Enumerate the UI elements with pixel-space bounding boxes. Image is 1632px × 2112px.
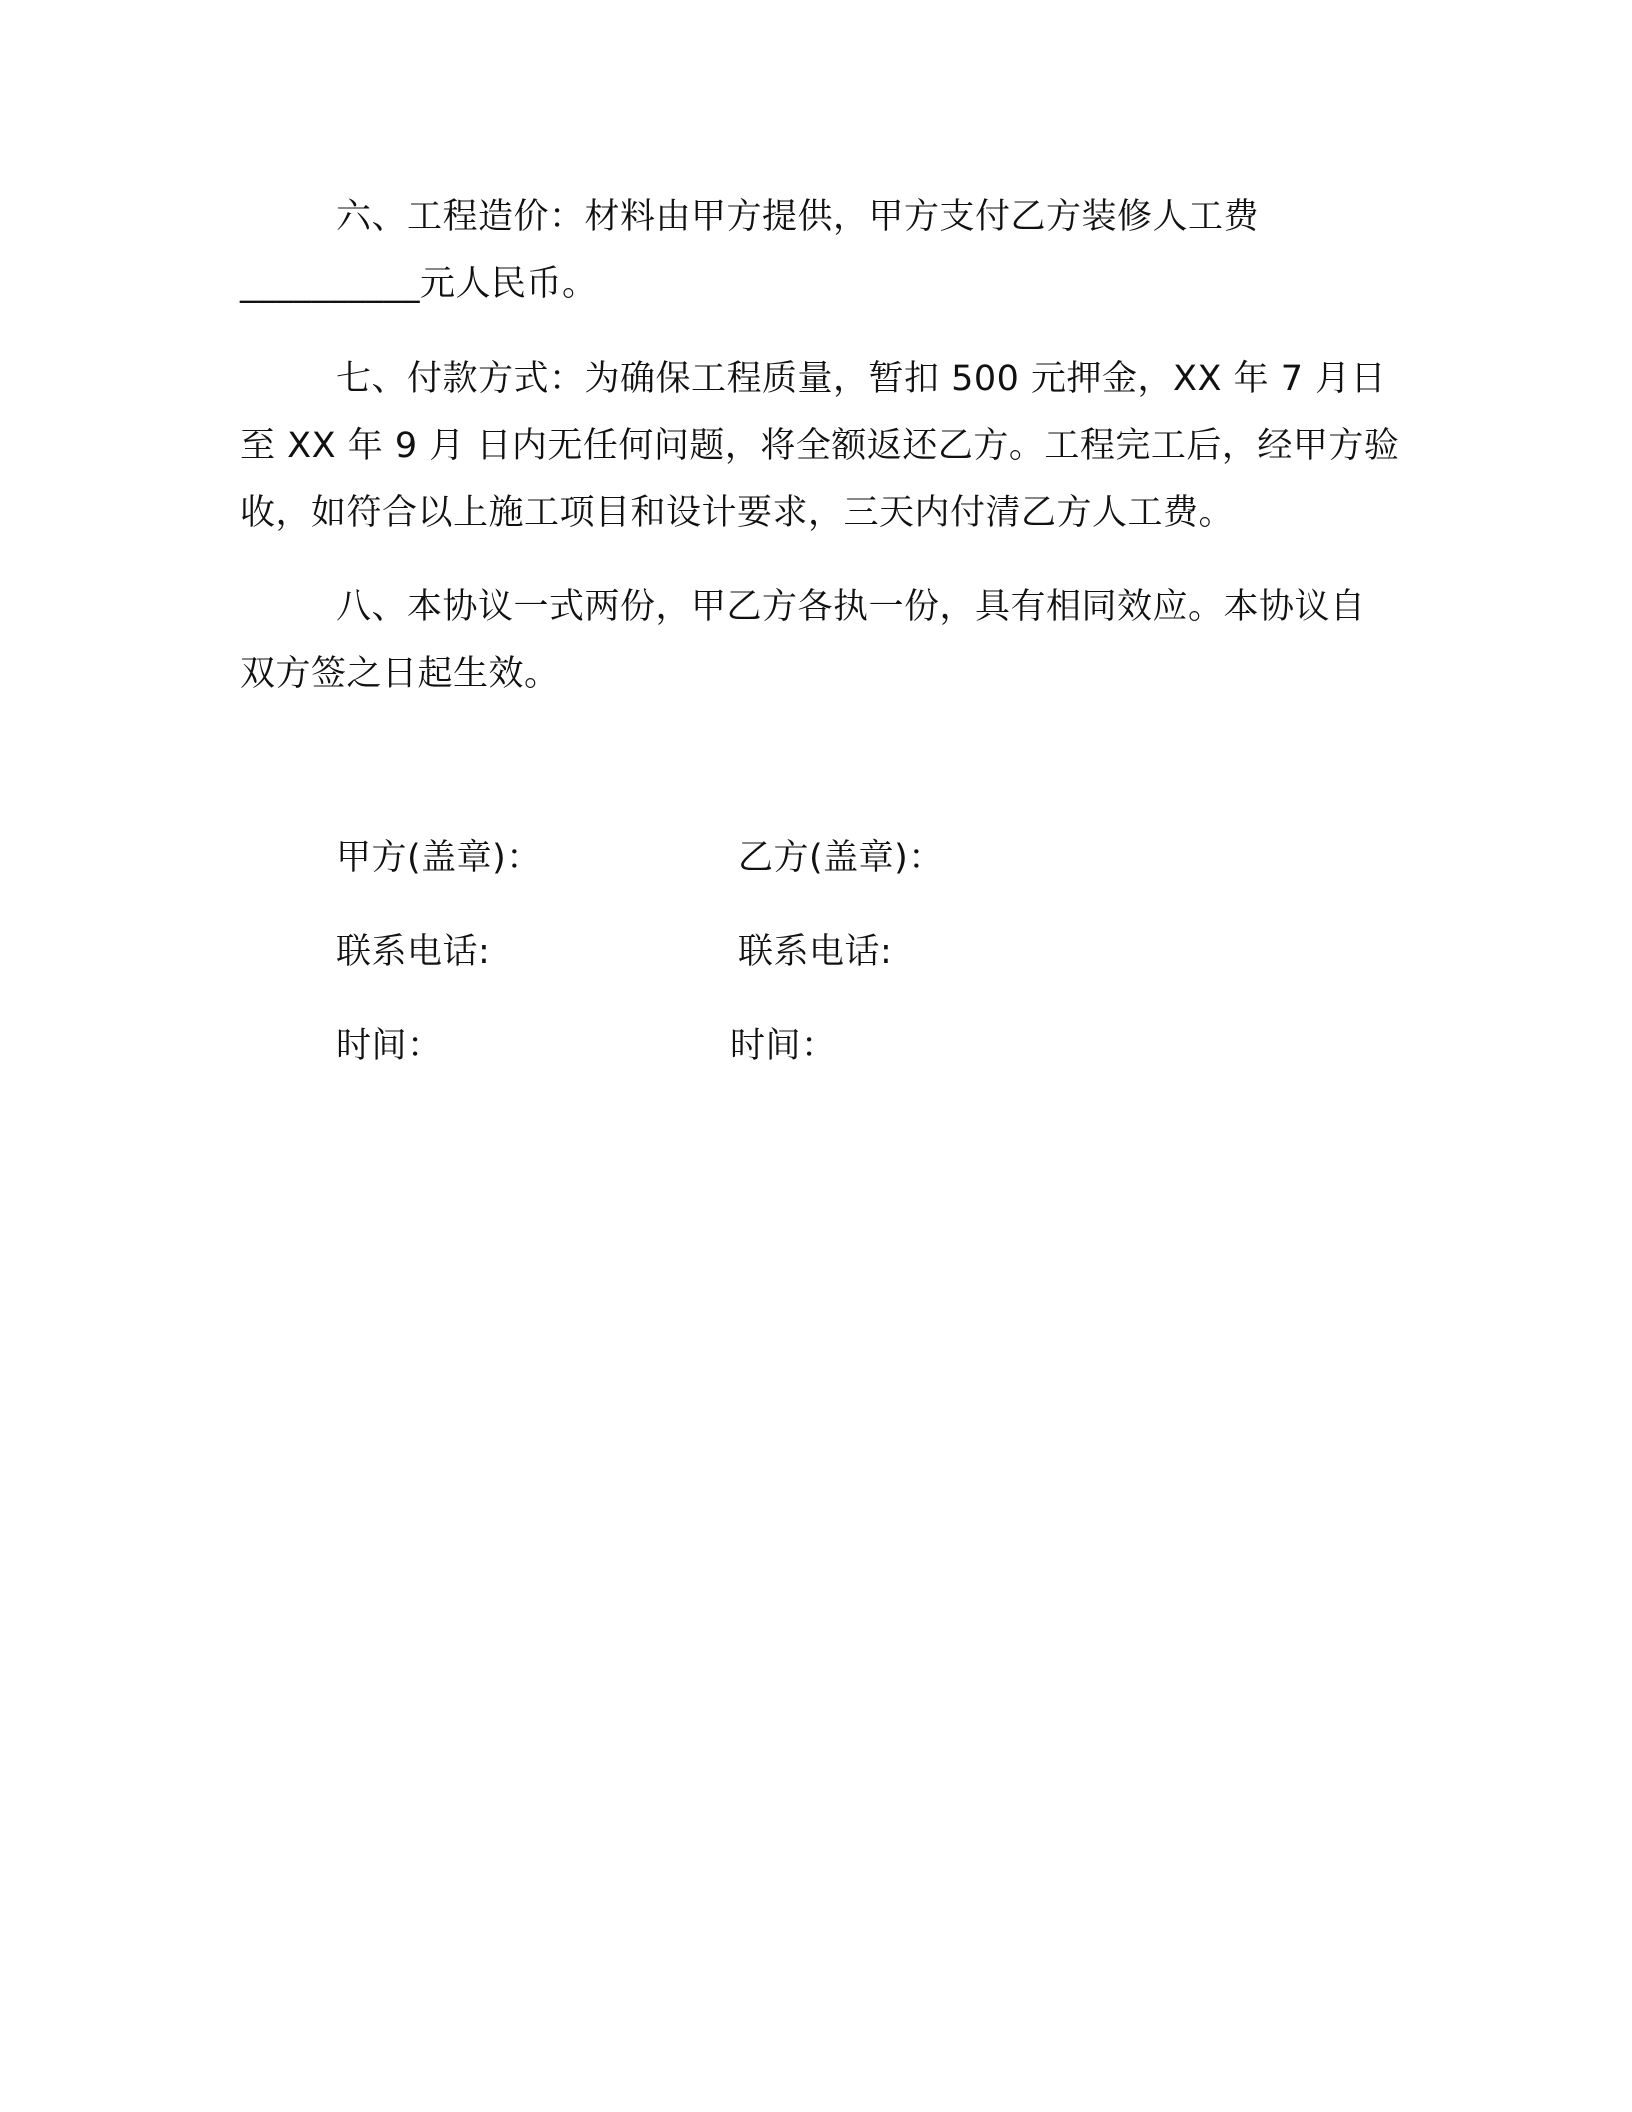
party-b-seal-label: 乙方(盖章)： — [738, 838, 944, 878]
party-b-time-label: 时间： — [730, 1026, 837, 1066]
party-b-phone-label: 联系电话: — [738, 932, 893, 972]
clause-7-paragraph: 七、付款方式：为确保工程质量，暂扣 500 元押金，XX 年 7 月日至 XX 年 9 月 日内无任何问题，将全额返还乙方。工程完工后，经甲方验收，如符合以上施工项目和设计要求，三天内付清乙方人工费。 — [240, 359, 1400, 533]
party-a-seal-label: 甲方(盖章)： — [336, 838, 542, 878]
party-a-time-label: 时间： — [336, 1026, 443, 1066]
party-a-phone-label: 联系电话: — [336, 932, 491, 972]
clause-8-paragraph: 八、本协议一式两份，甲乙方各执一份，具有相同效应。本协议自双方签之日起生效。 — [240, 587, 1366, 694]
clause-6-paragraph: 六、工程造价：材料由甲方提供，甲方支付乙方装修人工费__________元人民币。 — [240, 197, 1260, 304]
